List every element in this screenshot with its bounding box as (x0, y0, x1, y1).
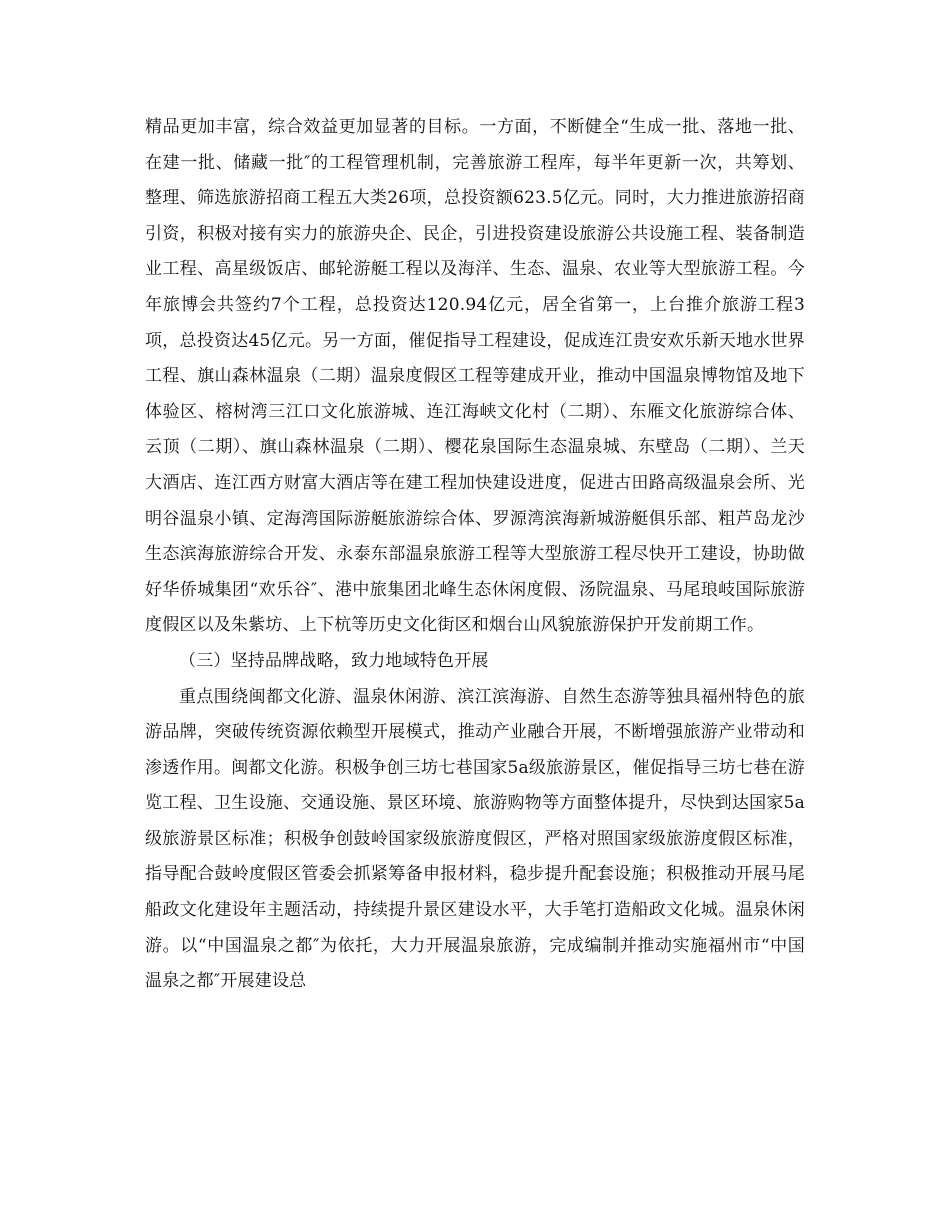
paragraph-project-management: 精品更加丰富，综合效益更加显著的目标。一方面，不断健全“生成一批、落地一批、在建一批、储藏一批″的工程管理机制，完善旅游工程库，每半年更新一次，共筹划、整理、筛选旅游招商工程五大类26项，总投资额623.5亿元。同时，大力推进旅游招商引资，积极对接有实力的旅游央企、民企，引进投资建设旅游公共设施工程、装备制造业工程、高星级饭店、邮轮游艇工程以及海洋、生态、温泉、农业等大型旅游工程。今年旅博会共签约7个工程，总投资达120.94亿元，居全省第一，上台推介旅游工程3项，总投资达45亿元。另一方面，催促指导工程建设，促成连江贵安欢乐新天地水世界工程、旗山森林温泉（二期）温泉度假区工程等建成开业，推动中国温泉博物馆及地下体验区、榕树湾三江口文化旅游城、连江海峡文化村（二期）、东雁文化旅游综合体、云顶（二期）、旗山森林温泉（二期）、樱花泉国际生态温泉城、东壁岛（二期）、兰天大酒店、连江西方财富大酒店等在建工程加快建设进度，促进古田路高级温泉会所、光明谷温泉小镇、定海湾国际游艇旅游综合体、罗源湾滨海新城游艇俱乐部、粗芦岛龙沙生态滨海旅游综合开发、永泰东部温泉旅游工程等大型旅游工程尽快开工建设，协助做好华侨城集团“欢乐谷″、港中旅集团北峰生态休闲度假、汤院温泉、马尾琅岐国际旅游度假区以及朱紫坊、上下杭等历史文化街区和烟台山风貌旅游保护开发前期工作。 (145, 117, 805, 636)
document-body (145, 110, 805, 1000)
paragraph-tourism-brands: 重点围绕闽都文化游、温泉休闲游、滨江滨海游、自然生态游等独具福州特色的旅游品牌，突破传统资源依赖型开展模式，推动产业融合开展，不断增强旅游产业带动和渗透作用。闽都文化游。积极争创三坊七巷国家5a级旅游景区，催促指导三坊七巷在游览工程、卫生设施、交通设施、景区环境、旅游购物等方面整体提升，尽快到达国家5a级旅游景区标准；积极争创鼓岭国家级旅游度假区，严格对照国家级旅游度假区标准，指导配合鼓岭度假区管委会抓紧筹备申报材料，稳步提升配套设施；积极推动开展马尾船政文化建设年主题活动，持续提升景区建设水平，大手笔打造船政文化城。温泉休闲游。以“中国温泉之都″为依托，大力开展温泉旅游，完成编制并推动实施福州市“中国温泉之都″开展建设总 (145, 686, 805, 992)
section-heading-brand-strategy: （三）坚持品牌战略，致力地域特色开展 (179, 650, 489, 671)
